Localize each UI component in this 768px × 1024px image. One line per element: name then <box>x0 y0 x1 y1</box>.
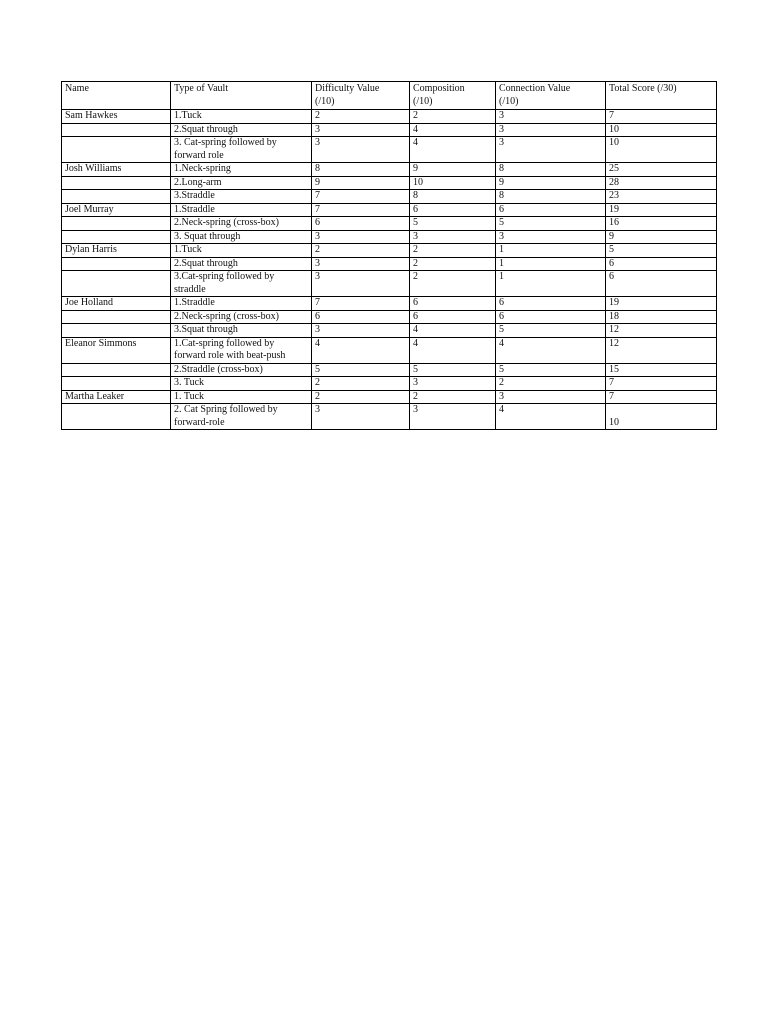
table-row <box>62 110 717 124</box>
header-name: Name <box>62 82 171 110</box>
table-row <box>62 163 717 177</box>
cell-composition: 2 <box>410 271 496 297</box>
cell-connection: 5 <box>496 324 606 338</box>
cell-connection: 3 <box>496 110 606 124</box>
cell-difficulty: 3 <box>312 123 410 137</box>
cell-difficulty: 6 <box>312 310 410 324</box>
cell-total: 7 <box>606 110 717 124</box>
table-row <box>62 363 717 377</box>
cell-total: 6 <box>606 271 717 297</box>
table-row <box>62 190 717 204</box>
cell-difficulty: 3 <box>312 271 410 297</box>
cell-difficulty: 2 <box>312 377 410 391</box>
cell-name: Joel Murray <box>62 203 171 217</box>
table-row <box>62 257 717 271</box>
cell-name <box>62 257 171 271</box>
cell-connection: 3 <box>496 230 606 244</box>
cell-connection: 1 <box>496 257 606 271</box>
cell-name <box>62 176 171 190</box>
table-row <box>62 324 717 338</box>
cell-vault-type: 1.Neck-spring <box>171 163 312 177</box>
cell-difficulty: 2 <box>312 390 410 404</box>
cell-composition: 6 <box>410 203 496 217</box>
cell-difficulty: 3 <box>312 230 410 244</box>
cell-composition: 4 <box>410 123 496 137</box>
cell-name <box>62 310 171 324</box>
cell-vault-type: 1.Straddle <box>171 297 312 311</box>
cell-name <box>62 324 171 338</box>
cell-connection: 6 <box>496 310 606 324</box>
cell-composition: 2 <box>410 257 496 271</box>
cell-vault-type: 1.Cat-spring followed by forward role with beat-push <box>171 337 312 363</box>
cell-connection: 8 <box>496 163 606 177</box>
cell-name <box>62 217 171 231</box>
cell-composition: 2 <box>410 110 496 124</box>
cell-composition: 2 <box>410 390 496 404</box>
cell-total: 10 <box>606 137 717 163</box>
cell-name <box>62 137 171 163</box>
cell-composition: 4 <box>410 137 496 163</box>
cell-vault-type: 2. Cat Spring followed by forward-role <box>171 404 312 430</box>
cell-difficulty: 4 <box>312 337 410 363</box>
cell-vault-type: 3.Squat through <box>171 324 312 338</box>
header-total-score: Total Score (/30) <box>606 82 717 110</box>
cell-difficulty: 3 <box>312 257 410 271</box>
cell-difficulty: 7 <box>312 203 410 217</box>
cell-total: 9 <box>606 230 717 244</box>
cell-name: Josh Williams <box>62 163 171 177</box>
cell-connection: 6 <box>496 203 606 217</box>
cell-vault-type: 2.Squat through <box>171 257 312 271</box>
cell-difficulty: 3 <box>312 137 410 163</box>
cell-connection: 2 <box>496 377 606 391</box>
cell-total: 28 <box>606 176 717 190</box>
table-row <box>62 271 717 297</box>
cell-name <box>62 230 171 244</box>
table-row <box>62 176 717 190</box>
cell-total: 10 <box>606 123 717 137</box>
cell-connection: 3 <box>496 123 606 137</box>
cell-composition: 6 <box>410 310 496 324</box>
cell-difficulty: 9 <box>312 176 410 190</box>
cell-composition: 3 <box>410 230 496 244</box>
cell-total: 5 <box>606 244 717 258</box>
cell-name <box>62 190 171 204</box>
cell-connection: 8 <box>496 190 606 204</box>
table-row <box>62 230 717 244</box>
cell-composition: 2 <box>410 244 496 258</box>
cell-connection: 5 <box>496 363 606 377</box>
header-composition: Composition (/10) <box>410 82 496 110</box>
table-row <box>62 123 717 137</box>
cell-difficulty: 7 <box>312 190 410 204</box>
cell-connection: 4 <box>496 337 606 363</box>
cell-name: Sam Hawkes <box>62 110 171 124</box>
cell-total: 19 <box>606 297 717 311</box>
header-row <box>62 82 717 110</box>
cell-total: 12 <box>606 324 717 338</box>
cell-vault-type: 2.Straddle (cross-box) <box>171 363 312 377</box>
cell-difficulty: 3 <box>312 404 410 430</box>
cell-vault-type: 3.Cat-spring followed by straddle <box>171 271 312 297</box>
cell-difficulty: 2 <box>312 110 410 124</box>
cell-connection: 5 <box>496 217 606 231</box>
cell-vault-type: 1.Straddle <box>171 203 312 217</box>
cell-total: 25 <box>606 163 717 177</box>
cell-difficulty: 7 <box>312 297 410 311</box>
cell-name <box>62 404 171 430</box>
cell-total: 12 <box>606 337 717 363</box>
cell-connection: 1 <box>496 244 606 258</box>
cell-composition: 5 <box>410 217 496 231</box>
cell-vault-type: 3. Squat through <box>171 230 312 244</box>
cell-composition: 4 <box>410 337 496 363</box>
cell-vault-type: 3. Tuck <box>171 377 312 391</box>
cell-connection: 6 <box>496 297 606 311</box>
cell-difficulty: 3 <box>312 324 410 338</box>
cell-total: 10 <box>606 404 717 430</box>
table-row <box>62 377 717 391</box>
cell-composition: 8 <box>410 190 496 204</box>
cell-composition: 5 <box>410 363 496 377</box>
table-row <box>62 404 717 430</box>
cell-difficulty: 2 <box>312 244 410 258</box>
vault-scores-table <box>61 81 717 430</box>
cell-name: Dylan Harris <box>62 244 171 258</box>
cell-difficulty: 5 <box>312 363 410 377</box>
cell-connection: 4 <box>496 404 606 430</box>
header-difficulty: Difficulty Value (/10) <box>312 82 410 110</box>
cell-name: Eleanor Simmons <box>62 337 171 363</box>
table-row <box>62 310 717 324</box>
cell-vault-type: 2.Neck-spring (cross-box) <box>171 217 312 231</box>
header-connection: Connection Value (/10) <box>496 82 606 110</box>
cell-total: 23 <box>606 190 717 204</box>
table-row <box>62 244 717 258</box>
cell-vault-type: 1.Tuck <box>171 244 312 258</box>
cell-connection: 9 <box>496 176 606 190</box>
cell-vault-type: 3. Cat-spring followed by forward role <box>171 137 312 163</box>
cell-total: 7 <box>606 377 717 391</box>
cell-total: 18 <box>606 310 717 324</box>
cell-total: 6 <box>606 257 717 271</box>
header-type-of-vault: Type of Vault <box>171 82 312 110</box>
cell-composition: 3 <box>410 404 496 430</box>
cell-name <box>62 271 171 297</box>
cell-composition: 10 <box>410 176 496 190</box>
cell-composition: 9 <box>410 163 496 177</box>
cell-difficulty: 8 <box>312 163 410 177</box>
cell-connection: 1 <box>496 271 606 297</box>
table-row <box>62 337 717 363</box>
cell-vault-type: 1.Tuck <box>171 110 312 124</box>
cell-name <box>62 377 171 391</box>
table-row <box>62 297 717 311</box>
table-row <box>62 203 717 217</box>
cell-name <box>62 123 171 137</box>
cell-difficulty: 6 <box>312 217 410 231</box>
cell-vault-type: 2.Neck-spring (cross-box) <box>171 310 312 324</box>
cell-total: 7 <box>606 390 717 404</box>
cell-name <box>62 363 171 377</box>
cell-total: 16 <box>606 217 717 231</box>
cell-vault-type: 1. Tuck <box>171 390 312 404</box>
cell-total: 19 <box>606 203 717 217</box>
cell-name: Martha Leaker <box>62 390 171 404</box>
cell-composition: 4 <box>410 324 496 338</box>
cell-composition: 6 <box>410 297 496 311</box>
table-row <box>62 217 717 231</box>
cell-total: 15 <box>606 363 717 377</box>
cell-connection: 3 <box>496 390 606 404</box>
table-row <box>62 137 717 163</box>
table-row <box>62 390 717 404</box>
cell-vault-type: 3.Straddle <box>171 190 312 204</box>
cell-name: Joe Holland <box>62 297 171 311</box>
cell-composition: 3 <box>410 377 496 391</box>
cell-vault-type: 2.Squat through <box>171 123 312 137</box>
cell-vault-type: 2.Long-arm <box>171 176 312 190</box>
cell-connection: 3 <box>496 137 606 163</box>
